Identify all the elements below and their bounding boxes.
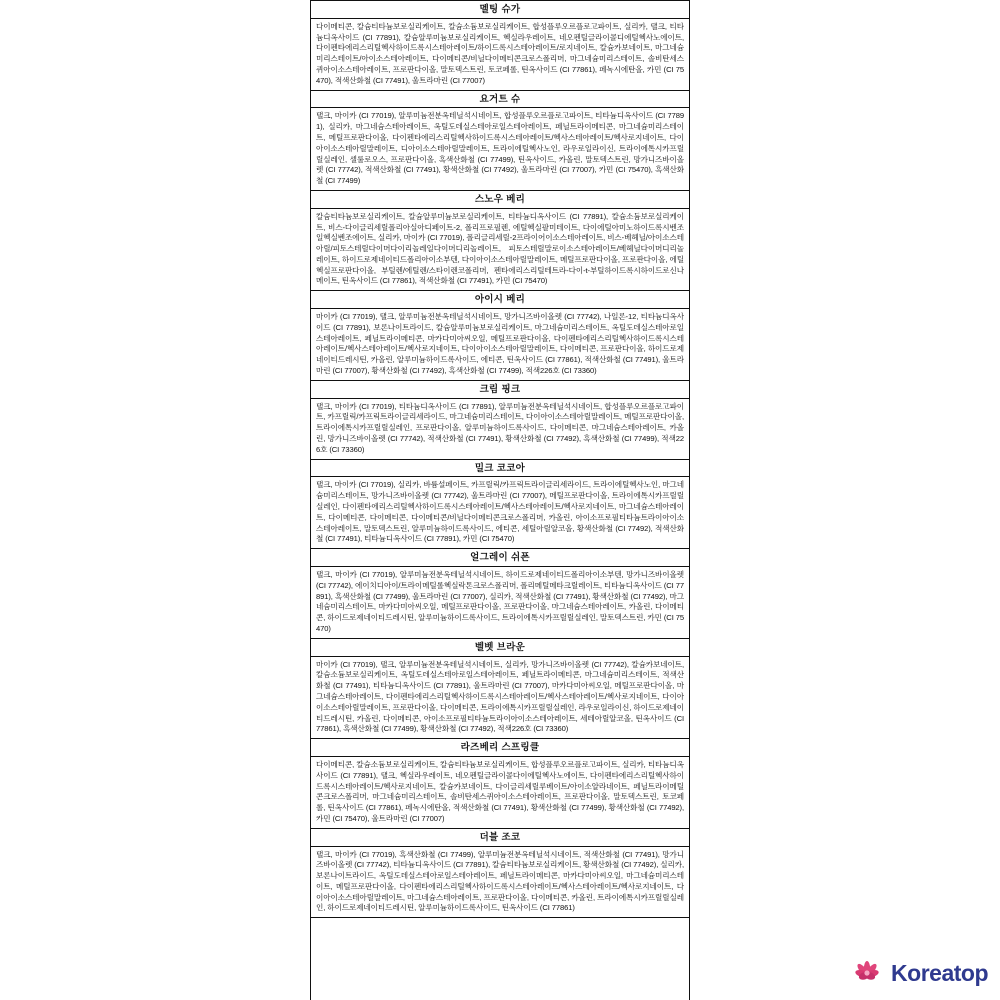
ingredient-section <box>311 0 689 91</box>
section-title: 아이시 베리 <box>311 291 689 309</box>
ingredient-section <box>311 381 689 460</box>
section-title: 얼그레이 쉬폰 <box>311 549 689 567</box>
ingredient-section <box>311 549 689 639</box>
section-body: 마이카 (CI 77019), 탤크, 알루미늄전분옥테닐석시네이트, 망가니즈바이올렛 (CI 77742), 나일론-12, 티타늄디옥사이드 (CI 77891), 보론나이트라이드, 칼슘알루미늄보로실리케이트, 마그네슘미리스테이트, 옥틸도데실스테아로일스테아레이트, 페닐트라이메티콘, 마카다미아씨오일, 메틸프로판다이올, 다이펜타에리스리틸헥사하이드록시스테아레이트/헥사스테아레이트/헥사로지네이트, 다이아이소스테아릴말레이트, 다이메티콘, 프로판다이올, 하이드로제네이티드레시틴, 카올린, 알루미늄하이드록사이드, 에티콘, 틴옥사이드 (CI 77861), 적색산화철 (CI 77491), 울트라마린 (CI 77007), 황색산화철 (CI 77492), 흑색산화철 (CI 77499), 적색226호 (CI 73360) <box>316 312 684 376</box>
brand-name: Koreatop <box>891 959 988 986</box>
ingredient-section <box>311 91 689 191</box>
section-title: 라즈베리 스프링클 <box>311 739 689 757</box>
section-body: 탤크, 마이카 (CI 77019), 티타늄디옥사이드 (CI 77891), 알루미늄전분옥테닐석시네이트, 합성플루오르플로고파이트, 카프릴릭/카프릭트라이글리세라이드, 마그네슘미리스테이트, 다이아이소스테아릴말레이트, 메틸프로판다이올, 트라이에톡시카프릴릴실레인, 프로판다이올, 알루미늄하이드록사이드, 다이메티콘, 마그네슘스테아레이트, 카올린, 망가니즈바이올렛 (CI 77742), 적색산화철 (CI 77491), 황색산화철 (CI 77492), 흑색산화철 (CI 77499), 적색226호 (CI 73360) <box>316 401 684 454</box>
section-title: 크림 핑크 <box>311 381 689 399</box>
section-body: 다이메티콘, 칼슘티타늄보로실리케이트, 칼슘소듐보로실리케이트, 합성플루오르플로고파이트, 실리카, 탤크, 티타늄디옥사이드 (CI 77891), 칼슘알루미늄보로실리케이트, 헥실라우레이트, 네오펜틸글라이콜디에틸헥사노에이트, 다이펜타에리스리틸헥사하이드록시스테아레이트/하이드록시스테아레이트/로지네이트, 칼슘카보네이트, 마그네슘미리스테이트/아이소스테아레이트, 다이메티콘/비닐다이메티콘크로스폴리머, 마그네슘미리스테이트, 솔비탄세스퀴아이소스테아레이트, 프로판다이올, 말토덱스트린, 토코페롤, 틴옥사이드 (CI 77861), 페녹시에탄올, 카민 (CI 75470), 적색산화철 (CI 77491), 울트라마린 (CI 77007) <box>316 21 684 85</box>
lotus-flower-icon <box>850 956 884 990</box>
section-body: 다이메티콘, 칼슘소듐보로실리케이트, 칼슘티타늄보로실리케이트, 합성플루오르플로고파이트, 실리카, 티타늄디옥사이드 (CI 77891), 탤크, 헥실라우레이트, 네오펜틸글라이콜다이에틸헥사노에이트, 다이펜타에리스리틸헥사하이드록시스테아레이트/헥사로지네이트, 칼슘카보네이트, 다이글리세릴루베이트/아이소알라네이트, 페닐트라이메틸콘크로스폴리머, 마그네슘미리스테이트, 솔비탄세스퀴아이소스테아레이트, 프로판다이올, 말토덱스트린, 토코페롤, 틴옥사이드 (CI 77861), 페녹시에탄올, 적색산화철 (CI 77491), 황색산화철 (CI 77499), 황색산화철 (CI 77492), 카민 (CI 75470), 울트라마린 (CI 77007) <box>316 759 684 823</box>
ingredients-document <box>310 0 690 1000</box>
section-title: 더블 조코 <box>311 829 689 847</box>
section-title: 밀크 코코아 <box>311 460 689 478</box>
ingredient-section <box>311 739 689 829</box>
section-body: 탤크, 마이카 (CI 77019), 흑색산화철 (CI 77499), 알루미늄전분옥테닐석시네이트, 적색산화철 (CI 77491), 망가니즈바이올렛 (CI 77742), 티타늄디옥사이드 (CI 77891), 칼슘티타늄보로실리케이트, 황색산화철 (CI 77492), 실리카, 보론나이트라이드, 옥틸도데실스테아로일스테아레이트, 페닐트라이메티콘, 마카다미아씨오일, 마그네슘미리스테이트, 메틸프로판다이올, 다이펜타에리스리틸헥사하이드록시스테아레이트/헥사스테아레이트/헥사로지네이트, 다이아이소스테아릴말레이트, 마그네슘스테아레이트, 프로판다이올, 다이메티콘, 카올린, 트라이에톡시카프릴릴실레인, 하이드로제네이티드레시틴, 알루미늄하이드록사이드, 틴옥사이드 (CI 77861) <box>316 849 684 913</box>
section-body: 탤크, 마이카 (CI 77019), 실리카, 바륨설페이트, 카프릴릭/카프릭트라이글리세라이드, 트라이에틸헥사노인, 마그네슘미리스테이트, 망가니즈바이올렛 (CI 77742), 울트라마린 (CI 77007), 메틸프로판다이올, 트라이에톡시카프릴릴실레인, 다이펜타에리스리틸헥사하이드록시스테아레이트/헥사스테아레이트/헥사로지네이트, 마그네슘스테아레이트, 다이메티콘, 다이메티콘, 다이메티콘/비닐다이메티콘크로스폴리머, 카올린, 아이소프로필티타늄트라이아이소스테아레이트, 말토덱스트린, 알루미늄하이드록사이드, 에티콘, 세틸아릴알코올, 황색산화철 (CI 77492), 적색산화철 (CI 77491), 티타늄디옥사이드 (CI 77891), 카민 (CI 75470) <box>316 480 684 544</box>
ingredient-section <box>311 291 689 381</box>
ingredient-section <box>311 191 689 291</box>
section-body: 칼슘티타늄보로실리케이트, 칼슘알루미늄보로실리케이트, 티타늄디옥사이드 (CI 77891), 칼슘소듐보로실리케이트, 비스-다이글리세릴폴리아실아디페이트-2, 폴리프로필렌, 에틸헥실팔미테이트, 다이에틸아미노하이드록시벤조일헥실벤조에이트, 실리카, 마이카 (CI 77019), 폴리글리세릴-2프라이어이소스테아레이트, 비스-베헤닐/아이소스테아릴/피토스테릴다이머다이리놀레일다이머디리놀레이트, 피토스테릴말로이소스테아레이트/베헤닐다이머디리놀레이트, 하이드로제네이티드폴리아이소부텐, 다이아이소스테아릴말레이트, 메틸프로판다이올, 프로판다이올, 에틸헥실프로판다이올, 부틸렌/에틸렌/스타이렌코폴리머, 펜타에리스리틸테트라-다이-t-부틸하이드록시하이드로신나메이트, 틴옥사이드 (CI 77861), 적색산화철 (CI 77491), 카민 (CI 75470) <box>316 211 684 286</box>
section-title: 스노우 베리 <box>311 191 689 209</box>
ingredient-section <box>311 460 689 550</box>
section-title: 요거트 슈 <box>311 91 689 109</box>
section-title: 멜팅 슈가 <box>311 1 689 19</box>
section-title: 벨벳 브라운 <box>311 639 689 657</box>
section-body: 마이카 (CI 77019), 탤크, 알루미늄전분옥테닐석시네이트, 실리카, 망가니즈바이올렛 (CI 77742), 칼슘카보네이트, 칼슘소듐보로실리케이트, 옥틸도데실스테아로일스테아레이트, 페닐트라이메티콘, 마그네슘미리스테이트, 적색산화철 (CI 77491), 티타늄디옥사이드 (CI 77891), 울트라마린 (CI 77007), 마카다미아씨오일, 메틸프로판다이올, 마그네슘스테아레이트, 다이펜타에리스리틸헥사하이드록시스테아레이트/헥사스테아레이트/헥사로지네이트, 다이아이소스테아릴말레이트, 프로판다이올, 다이메티콘, 트라이에톡시카프릴릴실레인, 라우로일라이신, 하이드로제네이티드레시틴, 카올린, 다이메티콘, 아이소프로필티타늄트라이아이소스테아레이트, 세테아릴알코올, 틴옥사이드 (CI 77861), 흑색산화철 (CI 77499), 황색산화철 (CI 77492), 적색226호 (CI 73360) <box>316 659 684 734</box>
section-body: 탤크, 마이카 (CI 77019), 알루미늄전분옥테닐석시네이트, 하이드로제네이티드폴리아이소부텐, 망가니즈바이올렛 (CI 77742), 에이치디아이/트라이메틸롤헥실락톤크로스폴리머, 폴리메틸메타크릴레이트, 티타늄디옥사이드 (CI 77891), 흑색산화철 (CI 77499), 울트라마린 (CI 77007), 실리카, 적색산화철 (CI 77491), 황색산화철 (CI 77492), 마그네슘미리스테이트, 마카다미아씨오일, 메틸프로판다이올, 프로판다이올, 마그네슘스테아레이트, 카올린, 다이메티콘, 하이드로제네이티드레시틴, 알루미늄하이드록사이드, 트라이에톡시카프릴릴실레인, 말토덱스트린, 카민 (CI 75470) <box>316 570 684 633</box>
ingredient-section <box>311 829 689 919</box>
koreatop-logo <box>850 956 988 990</box>
section-body: 탤크, 마이카 (CI 77019), 알루미늄전분옥테닐석시네이트, 합성플루오르플로고파이트, 티타늄디옥사이드 (CI 77891), 실리카, 마그네슘스테아레이트, 옥틸도데실스테아로일스테아레이트, 페닐트라이메티콘, 마그네슘미리스테이트, 메틸프로판다이올, 다이펜타에리스리틸헥사하이드록시스테아레이트/헥사스테아레이트/헥사로지네이트, 다이아이소스테아릴말레이트, 디아이소스테아릴말레이트, 트라이에틸헥사노인, 라우로일라이신, 트라이에톡시카프릴릴실레인, 셀룰로오스, 프로판다이올, 흑색산화철 (CI 77499), 틴옥사이드, 카올린, 말토덱스트린, 망가니즈바이올렛 (CI 77742), 적색산화철 (CI 77491), 황색산화철 (CI 77492), 울트라마린 (CI 77007), 카민 (CI 75470), 흑색산화철 (CI 77499) <box>316 111 684 186</box>
ingredient-section <box>311 639 689 739</box>
